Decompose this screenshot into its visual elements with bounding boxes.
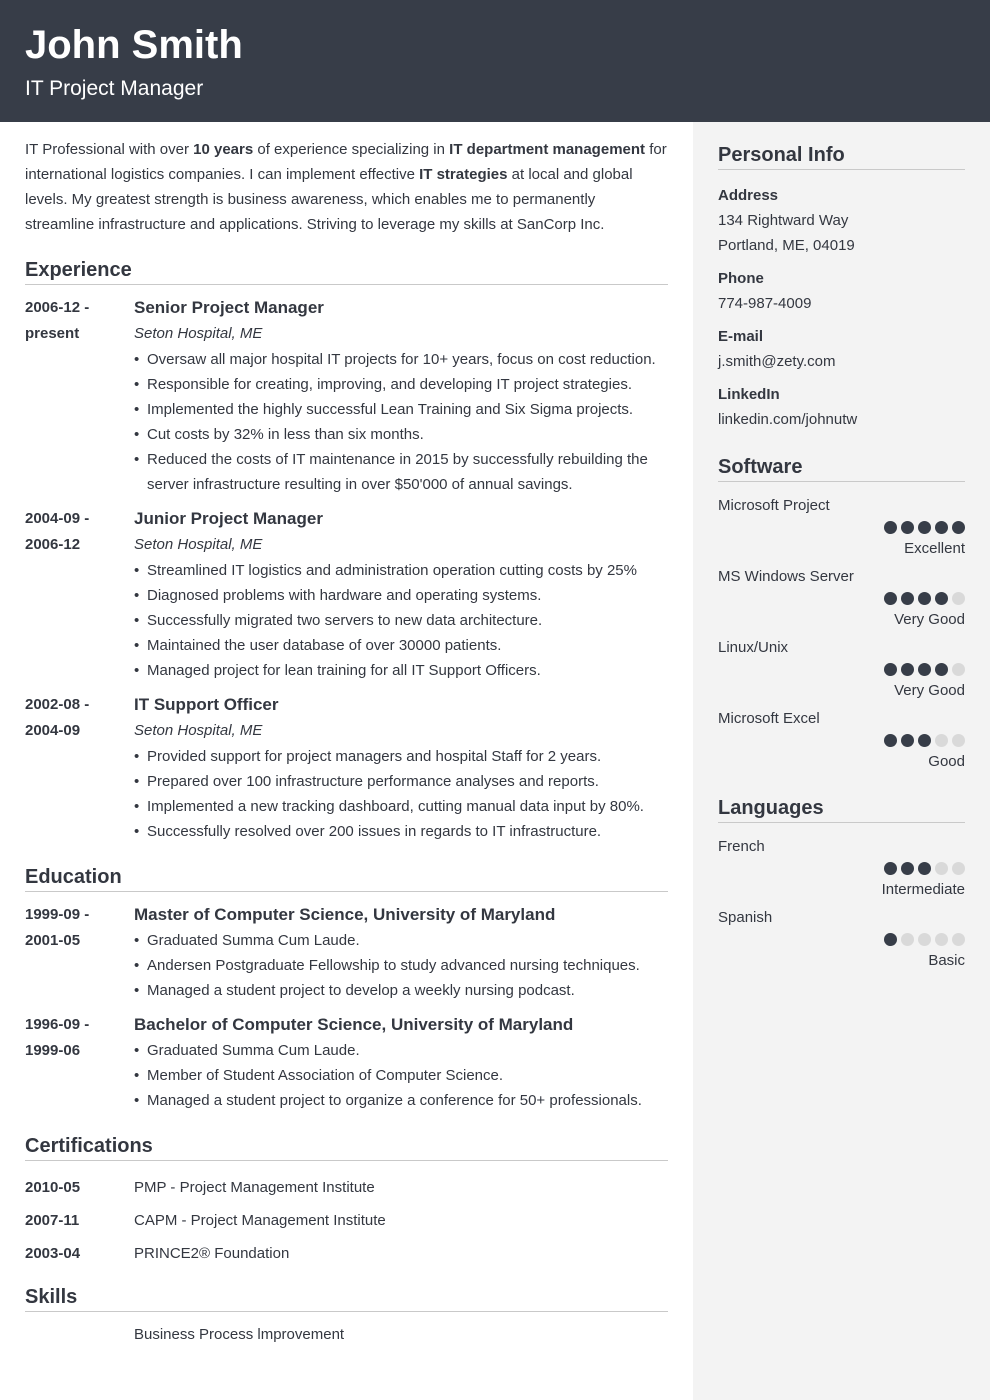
skill-row — [25, 1322, 668, 1348]
rating-dots — [718, 734, 965, 747]
bullet-item: • Andersen Postgraduate Fellowship to study advanced nursing techniques. — [134, 953, 668, 978]
entry-organization: Seton Hospital, ME — [134, 536, 263, 553]
entry-organization: Seton Hospital, ME — [134, 722, 263, 739]
summary-text: for international logistics companies. I can implement effective — [25, 141, 667, 183]
phone-block — [718, 266, 965, 316]
software-heading: Software — [718, 454, 965, 482]
rating-name: Spanish — [718, 909, 773, 926]
rating-dot-filled — [884, 933, 897, 946]
entry-date — [25, 902, 134, 1003]
summary-text: of experience specializing in — [253, 141, 450, 158]
software-item — [718, 566, 965, 631]
rating-dot-filled — [884, 734, 897, 747]
education-heading: Education — [25, 864, 668, 892]
email-block — [718, 324, 965, 374]
rating-name: MS Windows Server — [718, 568, 854, 585]
bullet-item: • Implemented a new tracking dashboard, cutting manual data input by 80%. — [134, 794, 668, 819]
entry-date-end: 2006-12 — [25, 536, 81, 553]
email-value: j.smith@zety.com — [718, 353, 836, 370]
entry-date-start: 2002-08 - — [25, 696, 90, 713]
skill-name: Business Process lmprovement — [134, 1326, 345, 1343]
rating-name: French — [718, 838, 765, 855]
entry-bullets — [134, 928, 668, 1003]
entry-date-end: present — [25, 325, 80, 342]
rating-level: Basic — [928, 952, 965, 969]
rating-dot-empty — [952, 933, 965, 946]
rating-dots — [718, 663, 965, 676]
entry-bullets — [134, 1038, 668, 1113]
entry-title: Senior Project Manager — [134, 298, 324, 317]
entry-title: Junior Project Manager — [134, 509, 323, 528]
bullet-item: • Graduated Summa Cum Laude. — [134, 928, 668, 953]
bullet-item: • Streamlined IT logistics and administration operation cutting costs by 25% — [134, 558, 668, 583]
rating-dot-empty — [952, 663, 965, 676]
rating-dot-filled — [884, 521, 897, 534]
experience-list — [25, 295, 668, 844]
entry-body — [134, 295, 668, 497]
skills-heading: Skills — [25, 1284, 668, 1312]
rating-dot-empty — [935, 933, 948, 946]
rating-dot-filled — [884, 862, 897, 875]
entry-body — [134, 902, 668, 1003]
linkedin-label: LinkedIn — [718, 386, 780, 403]
main-column — [25, 137, 668, 1348]
sidebar — [693, 122, 990, 1400]
entry-bullets — [134, 347, 668, 497]
rating-dot-filled — [952, 521, 965, 534]
languages-heading: Languages — [718, 795, 965, 823]
bullet-item: • Oversaw all major hospital IT projects for 10+ years, focus on cost reduction. — [134, 347, 668, 372]
summary-highlight: 10 years — [193, 141, 254, 158]
entry-body — [134, 506, 668, 683]
entry-date-start: 2004-09 - — [25, 510, 90, 527]
candidate-role: IT Project Manager — [25, 77, 204, 100]
bullet-item: • Successfully migrated two servers to new data architecture. — [134, 608, 668, 633]
email-label: E-mail — [718, 328, 764, 345]
entry-date — [25, 1012, 134, 1113]
phone-label: Phone — [718, 270, 764, 287]
rating-dot-empty — [935, 734, 948, 747]
certifications-list — [25, 1171, 668, 1270]
bullet-item: • Cut costs by 32% in less than six months. — [134, 422, 668, 447]
rating-dot-filled — [901, 663, 914, 676]
experience-entry — [25, 692, 668, 844]
rating-dot-empty — [935, 862, 948, 875]
entry-title: Master of Computer Science, University of Maryland — [134, 905, 556, 924]
entry-body — [134, 1012, 668, 1113]
rating-dot-filled — [918, 592, 931, 605]
rating-dot-filled — [901, 734, 914, 747]
entry-date-start: 1999-09 - — [25, 906, 90, 923]
rating-dot-filled — [935, 521, 948, 534]
bullet-item: • Provided support for project managers and hospital Staff for 2 years. — [134, 744, 668, 769]
linkedin-block — [718, 382, 965, 432]
languages-item — [718, 907, 965, 972]
linkedin-value: linkedin.com/johnutw — [718, 411, 858, 428]
entry-date-end: 2004-09 — [25, 722, 81, 739]
education-entry — [25, 902, 668, 1003]
resume-header — [0, 0, 990, 122]
bullet-item: • Graduated Summa Cum Laude. — [134, 1038, 668, 1063]
rating-dot-empty — [952, 734, 965, 747]
address-block — [718, 183, 965, 258]
rating-dots — [718, 592, 965, 605]
software-item — [718, 495, 965, 560]
bullet-item: • Maintained the user database of over 30000 patients. — [134, 633, 668, 658]
summary — [25, 137, 668, 237]
certification-date: 2003-04 — [25, 1245, 81, 1262]
entry-bullets — [134, 558, 668, 683]
rating-dot-filled — [918, 862, 931, 875]
certification-name: CAPM - Project Management Institute — [134, 1212, 386, 1229]
bullet-item: • Managed a student project to organize a conference for 50+ professionals. — [134, 1088, 668, 1113]
software-list — [718, 495, 965, 773]
bullet-item: • Responsible for creating, improving, and developing IT project strategies. — [134, 372, 668, 397]
address-label: Address — [718, 187, 779, 204]
summary-text: IT Professional with over — [25, 141, 194, 158]
certification-name: PMP - Project Management Institute — [134, 1179, 375, 1196]
bullet-item: • Prepared over 100 infrastructure performance analyses and reports. — [134, 769, 668, 794]
education-entry — [25, 1012, 668, 1113]
entry-date — [25, 506, 134, 683]
bullet-item: • Successfully resolved over 200 issues in regards to IT infrastructure. — [134, 819, 668, 844]
rating-dot-filled — [918, 734, 931, 747]
rating-dot-filled — [935, 663, 948, 676]
rating-dot-filled — [901, 862, 914, 875]
rating-level: Excellent — [904, 540, 965, 557]
certification-date: 2007-11 — [25, 1212, 80, 1229]
languages-item — [718, 836, 965, 901]
bullet-item: • Member of Student Association of Computer Science. — [134, 1063, 668, 1088]
candidate-name: John Smith — [25, 23, 243, 67]
rating-level: Good — [928, 753, 965, 770]
rating-dot-filled — [918, 663, 931, 676]
rating-dots — [718, 862, 965, 875]
entry-date — [25, 692, 134, 844]
rating-name: Microsoft Project — [718, 497, 830, 514]
entry-title: Bachelor of Computer Science, University of Maryland — [134, 1015, 574, 1034]
certification-date: 2010-05 — [25, 1179, 81, 1196]
languages-list — [718, 836, 965, 972]
address-line: Portland, ME, 04019 — [718, 237, 855, 254]
summary-highlight: IT strategies — [419, 166, 508, 183]
entry-date-start: 1996-09 - — [25, 1016, 90, 1033]
summary-text: at local and global levels. My greatest strength is business awareness, which enables me to permanently streamline infrastructure and applications. Striving to leverage my skills at SanCorp Inc. — [25, 166, 633, 233]
entry-date-end: 1999-06 — [25, 1042, 81, 1059]
rating-level: Very Good — [894, 682, 965, 699]
rating-dot-filled — [884, 663, 897, 676]
address-line: 134 Rightward Way — [718, 212, 849, 229]
rating-dot-filled — [884, 592, 897, 605]
rating-name: Microsoft Excel — [718, 710, 820, 727]
rating-dot-filled — [918, 521, 931, 534]
entry-body — [134, 692, 668, 844]
entry-organization: Seton Hospital, ME — [134, 325, 263, 342]
entry-bullets — [134, 744, 668, 844]
entry-date-end: 2001-05 — [25, 932, 81, 949]
certification-row — [25, 1204, 668, 1237]
entry-date-start: 2006-12 - — [25, 299, 90, 316]
certification-row — [25, 1171, 668, 1204]
rating-dot-filled — [901, 592, 914, 605]
skills-list — [25, 1322, 668, 1348]
skill-spacer — [25, 1322, 134, 1348]
bullet-item: • Diagnosed problems with hardware and operating systems. — [134, 583, 668, 608]
rating-dot-empty — [952, 592, 965, 605]
rating-dot-empty — [952, 862, 965, 875]
certification-name: PRINCE2® Foundation — [134, 1245, 290, 1262]
bullet-item: • Implemented the highly successful Lean Training and Six Sigma projects. — [134, 397, 668, 422]
experience-heading: Experience — [25, 257, 668, 285]
software-item — [718, 637, 965, 702]
rating-dots — [718, 521, 965, 534]
software-item — [718, 708, 965, 773]
certifications-heading: Certifications — [25, 1133, 668, 1161]
summary-highlight: IT department management — [449, 141, 646, 158]
rating-name: Linux/Unix — [718, 639, 789, 656]
rating-dot-empty — [901, 933, 914, 946]
experience-entry — [25, 506, 668, 683]
education-list — [25, 902, 668, 1113]
rating-level: Very Good — [894, 611, 965, 628]
entry-date — [25, 295, 134, 497]
rating-dot-empty — [918, 933, 931, 946]
bullet-item: • Reduced the costs of IT maintenance in 2015 by successfully rebuilding the server infrastructure resulting in over $50'000 of annual savings. — [134, 447, 668, 497]
rating-dot-filled — [935, 592, 948, 605]
certification-row — [25, 1237, 668, 1270]
entry-title: IT Support Officer — [134, 695, 279, 714]
personal-info-heading: Personal Info — [718, 142, 965, 170]
bullet-item: • Managed project for lean training for all IT Support Officers. — [134, 658, 668, 683]
rating-dots — [718, 933, 965, 946]
experience-entry — [25, 295, 668, 497]
bullet-item: • Managed a student project to develop a weekly nursing podcast. — [134, 978, 668, 1003]
phone-value: 774-987-4009 — [718, 295, 812, 312]
rating-level: Intermediate — [881, 881, 965, 898]
rating-dot-filled — [901, 521, 914, 534]
